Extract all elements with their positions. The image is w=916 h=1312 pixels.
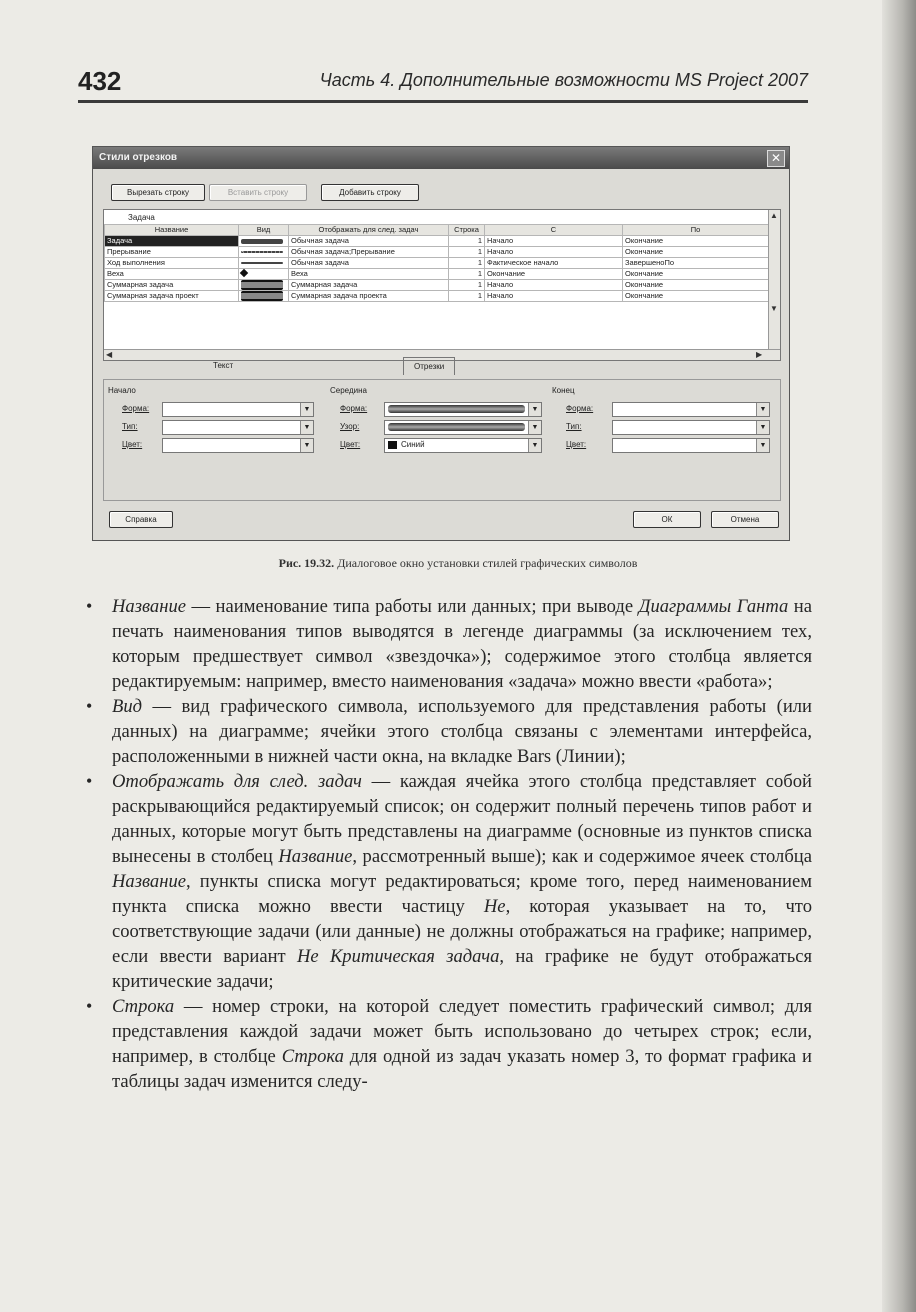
- cell-to[interactable]: ЗавершеноПо: [623, 258, 769, 269]
- chevron-down-icon[interactable]: ▼: [300, 403, 313, 416]
- definition-text: — номер строки, на которой следует поместить графический символ; для представления каждой задачи может быть использовано до четырех строк; если, например, в столбце: [112, 996, 812, 1067]
- chevron-down-icon[interactable]: ▼: [756, 439, 769, 452]
- definition-list: [112, 594, 812, 1094]
- cell-show-for[interactable]: Суммарная задача: [289, 280, 449, 291]
- dotted-bar-icon: [241, 251, 283, 253]
- cell-view[interactable]: [239, 269, 289, 280]
- definition-text: — наименование типа работы или данных; при выводе: [186, 596, 639, 617]
- table-row[interactable]: [105, 258, 769, 269]
- figure-caption-label: Рис. 19.32.: [278, 556, 335, 570]
- figure-caption: [0, 556, 916, 571]
- cell-row[interactable]: 1: [449, 291, 485, 302]
- cell-view[interactable]: [239, 280, 289, 291]
- bar-pattern-preview: [388, 423, 525, 431]
- running-title: Часть 4. Дополнительные возможности MS Project 2007: [319, 70, 808, 90]
- bar-shape-icon: [241, 239, 283, 244]
- term: Отображать для след. задач: [112, 771, 362, 792]
- cell-to[interactable]: Окончание: [623, 247, 769, 258]
- milestone-diamond-icon: [240, 269, 248, 277]
- page-header: [78, 66, 808, 103]
- middle-color-select[interactable]: [384, 438, 542, 453]
- table-row[interactable]: [105, 280, 769, 291]
- term: Название: [112, 596, 186, 617]
- summary-bar-icon: [241, 280, 283, 290]
- close-icon[interactable]: ✕: [767, 150, 785, 167]
- start-color-select[interactable]: [162, 438, 314, 453]
- cell-show-for[interactable]: Обычная задача: [289, 258, 449, 269]
- cell-row[interactable]: 1: [449, 280, 485, 291]
- cell-row[interactable]: 1: [449, 247, 485, 258]
- emphasis: Диаграммы Ганта: [638, 596, 789, 617]
- emphasis: Строка: [281, 1046, 344, 1067]
- end-shape-label: Форма:: [566, 404, 594, 413]
- emphasis: Не Критическая задача: [296, 946, 500, 967]
- help-button[interactable]: Справка: [109, 511, 173, 528]
- scroll-up-icon[interactable]: ▲: [770, 211, 778, 220]
- list-item: [112, 694, 812, 769]
- cell-show-for[interactable]: Веха: [289, 269, 449, 280]
- middle-pattern-label: Узор:: [340, 422, 360, 431]
- paste-row-button[interactable]: Вставить строку: [209, 184, 307, 201]
- list-item: [112, 594, 812, 694]
- cell-show-for[interactable]: Обычная задача: [289, 236, 449, 247]
- cell-to[interactable]: Окончание: [623, 291, 769, 302]
- tab-strip: [103, 357, 779, 379]
- cell-view[interactable]: [239, 247, 289, 258]
- column-header-row[interactable]: Строка: [449, 225, 485, 236]
- dialog-titlebar: [93, 147, 789, 169]
- chevron-down-icon[interactable]: ▼: [756, 421, 769, 434]
- definition-text: на печать наименования типов выводятся в легенде диаграммы (за исключением тех, которым предшествует символ «звездочка»); содержимое этого столбца является редактируемым: например, вместо наименования «задача» можно ввести «работа»;: [112, 596, 812, 692]
- tab-text[interactable]: Текст: [213, 361, 234, 370]
- column-header-show-for[interactable]: Отображать для след. задач: [289, 225, 449, 236]
- definition-text: , которая указывает на то, что соответствующие задачи (или данные) не должны отображаться на графике; например, если ввести вариант: [112, 896, 812, 967]
- emphasis: Не: [483, 896, 506, 917]
- definition-text: , на графике не будут отображаться критические задачи;: [112, 946, 812, 992]
- list-item: [112, 769, 812, 994]
- bar-shape-preview: [388, 405, 525, 413]
- group-start-label: Начало: [108, 386, 136, 395]
- cell-view[interactable]: [239, 258, 289, 269]
- tab-bars[interactable]: Отрезки: [403, 357, 455, 375]
- middle-color-label: Цвет:: [340, 440, 361, 449]
- cancel-button[interactable]: Отмена: [711, 511, 779, 528]
- column-header-from[interactable]: С: [485, 225, 623, 236]
- term: Строка: [112, 996, 175, 1017]
- table-row[interactable]: [105, 247, 769, 258]
- cell-from[interactable]: Начало: [485, 291, 623, 302]
- cell-view[interactable]: [239, 236, 289, 247]
- cell-show-for[interactable]: Обычная задача;Прерывание: [289, 247, 449, 258]
- cell-name[interactable]: Веха: [105, 269, 239, 280]
- dialog-title: Стили отрезков: [99, 152, 178, 163]
- progress-bar-icon: [241, 262, 283, 264]
- bar-styles-dialog: [92, 146, 790, 541]
- definition-text: , рассмотренный выше); как и содержимое ячеек столбца: [352, 846, 812, 867]
- cell-name[interactable]: Задача: [105, 236, 239, 247]
- styles-grid: [104, 224, 769, 302]
- chevron-down-icon[interactable]: ▼: [528, 439, 541, 452]
- middle-shape-label: Форма:: [340, 404, 368, 413]
- chevron-down-icon[interactable]: ▼: [300, 421, 313, 434]
- cell-to[interactable]: Окончание: [623, 280, 769, 291]
- chevron-down-icon[interactable]: ▼: [756, 403, 769, 416]
- cell-view[interactable]: [239, 291, 289, 302]
- page-number: 432: [78, 66, 122, 96]
- table-row[interactable]: [105, 269, 769, 280]
- bars-tab-panel: [103, 379, 781, 501]
- vertical-scrollbar[interactable]: [768, 210, 780, 360]
- end-color-select[interactable]: [612, 438, 770, 453]
- figure-caption-text: Диалоговое окно установки стилей графических символов: [337, 556, 638, 570]
- cell-from[interactable]: Начало: [485, 247, 623, 258]
- cell-name[interactable]: Суммарная задача проект: [105, 291, 239, 302]
- ok-button[interactable]: ОК: [633, 511, 701, 528]
- start-shape-select[interactable]: [162, 402, 314, 417]
- cell-row[interactable]: 1: [449, 269, 485, 280]
- cell-from[interactable]: Окончание: [485, 269, 623, 280]
- definition-text: — вид графического символа, используемого для представления работы (или данных) на диаграмме; ячейки этого столбца связаны с элементами интерфейса, расположенными в нижней части окна, на вкладке Bars (Линии);: [112, 696, 812, 767]
- bar-styles-table: [103, 209, 781, 361]
- add-row-button[interactable]: Добавить строку: [321, 184, 419, 201]
- scroll-left-icon[interactable]: ◀: [106, 350, 113, 359]
- chevron-down-icon[interactable]: ▼: [528, 421, 541, 434]
- cell-name[interactable]: Ход выполнения: [105, 258, 239, 269]
- column-header-view[interactable]: Вид: [239, 225, 289, 236]
- group-middle-label: Середина: [330, 386, 367, 395]
- middle-pattern-select[interactable]: [384, 420, 542, 435]
- cell-from[interactable]: Начало: [485, 280, 623, 291]
- scroll-right-icon[interactable]: ▶: [756, 350, 763, 359]
- term: Вид: [112, 696, 143, 717]
- definition-text: для одной из задач указать номер 3, то формат графика и таблицы задач изменится следу-: [112, 1046, 812, 1092]
- table-row[interactable]: [105, 236, 769, 247]
- middle-color-value: Синий: [401, 440, 425, 449]
- chevron-down-icon[interactable]: ▼: [528, 403, 541, 416]
- emphasis: Название: [112, 871, 186, 892]
- body-text: [112, 594, 812, 1094]
- group-end-label: Конец: [552, 386, 575, 395]
- chevron-down-icon[interactable]: ▼: [300, 439, 313, 452]
- start-color-label: Цвет:: [122, 440, 143, 449]
- table-row[interactable]: [105, 291, 769, 302]
- cell-show-for[interactable]: Суммарная задача проекта: [289, 291, 449, 302]
- column-header-to[interactable]: По: [623, 225, 769, 236]
- definition-text: — каждая ячейка этого столбца представляет собой раскрывающийся редактируемый список; он содержит полный перечень типов работ и данных, которые могут быть представлены на диаграмме (основные из пунктов списка вынесены в столбец: [112, 771, 812, 867]
- start-type-label: Тип:: [122, 422, 138, 431]
- definition-text: , пункты списка могут редактироваться; кроме того, перед наименованием пункта списка можно ввести частицу: [112, 871, 812, 917]
- cell-name[interactable]: Суммарная задача: [105, 280, 239, 291]
- scroll-down-icon[interactable]: ▼: [770, 304, 778, 313]
- project-summary-bar-icon: [241, 291, 283, 301]
- color-swatch-icon: [388, 441, 397, 449]
- start-shape-label: Форма:: [122, 404, 150, 413]
- cell-name[interactable]: Прерывание: [105, 247, 239, 258]
- column-header-name[interactable]: Название: [105, 225, 239, 236]
- cell-to[interactable]: Окончание: [623, 269, 769, 280]
- cell-from[interactable]: Фактическое начало: [485, 258, 623, 269]
- cell-from[interactable]: Начало: [485, 236, 623, 247]
- list-item: [112, 994, 812, 1094]
- cut-row-button[interactable]: Вырезать строку: [111, 184, 205, 201]
- page-edge-shadow: [882, 0, 916, 1312]
- cell-to[interactable]: Окончание: [623, 236, 769, 247]
- end-shape-select[interactable]: [612, 402, 770, 417]
- end-type-select[interactable]: [612, 420, 770, 435]
- end-color-label: Цвет:: [566, 440, 587, 449]
- emphasis: Название: [278, 846, 353, 867]
- start-type-select[interactable]: [162, 420, 314, 435]
- middle-shape-select[interactable]: [384, 402, 542, 417]
- filter-label: Задача: [128, 213, 155, 222]
- cell-row[interactable]: 1: [449, 236, 485, 247]
- end-type-label: Тип:: [566, 422, 582, 431]
- cell-row[interactable]: 1: [449, 258, 485, 269]
